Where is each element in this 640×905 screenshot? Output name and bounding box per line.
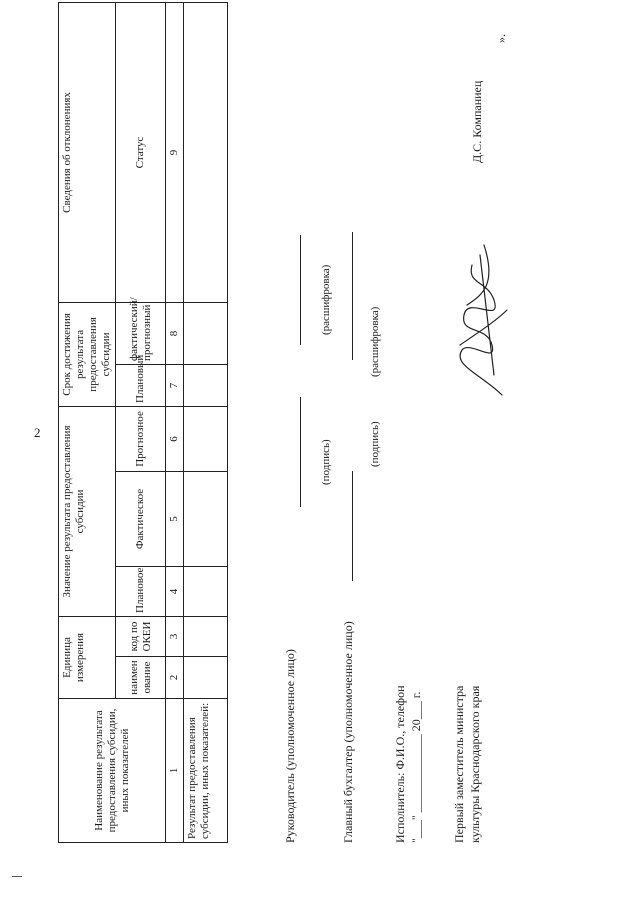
accountant-signature-line <box>352 471 353 581</box>
closing-quote: ». <box>494 34 508 43</box>
col-number-4: 4 <box>166 566 184 616</box>
header-unit-name: наимен ование <box>116 657 166 699</box>
cell-empty <box>184 657 228 699</box>
header-status: Статус <box>116 2 166 302</box>
head-decode-line <box>300 235 301 345</box>
accountant-signature-caption: (подпись) <box>369 421 381 467</box>
results-table <box>58 2 228 843</box>
header-result-name: Наименование результата предоставления субсидии, иных показателей <box>59 699 166 843</box>
signer-name: Д.С. Компаниец <box>470 80 484 163</box>
minister-title-line1: Первый заместитель министра <box>452 685 466 843</box>
cell-empty <box>184 566 228 616</box>
col-number-6: 6 <box>166 406 184 471</box>
cell-empty <box>184 2 228 302</box>
cell-empty <box>184 406 228 471</box>
accountant-label: Главный бухгалтер (уполномоченное лицо) <box>341 621 355 843</box>
header-term: Срок достижения результата предоставления субсидии <box>59 302 116 406</box>
header-value-actual: Фактическое <box>116 471 166 566</box>
col-number-1: 1 <box>166 699 184 843</box>
header-term-actual: фактический/ прогнозный <box>116 302 166 364</box>
cell-empty <box>184 364 228 406</box>
head-signature-caption: (подпись) <box>320 439 332 485</box>
accountant-decode-line <box>352 232 353 360</box>
header-value: Значение результата предоставления субсидии <box>59 406 116 616</box>
col-number-2: 2 <box>166 657 184 699</box>
col-number-3: 3 <box>166 616 184 656</box>
cell-empty <box>184 471 228 566</box>
header-value-forecast: Прогнозное <box>116 406 166 471</box>
col-number-5: 5 <box>166 471 184 566</box>
head-decode-caption: (расшифровка) <box>320 264 332 335</box>
page-number: 2 <box>34 425 41 440</box>
col-number-9: 9 <box>166 2 184 302</box>
head-label: Руководитель (уполномоченное лицо) <box>283 649 297 843</box>
cell-empty <box>184 616 228 656</box>
header-unit: Единица измерения <box>59 616 116 698</box>
head-signature-line <box>300 397 301 507</box>
header-term-planned: Плановый <box>116 364 166 406</box>
minister-title-line2: культуры Краснодарского края <box>468 685 482 843</box>
cell-empty <box>184 302 228 364</box>
row-result-label: Результат предоставления субсидии, иных показателей: <box>184 699 228 843</box>
executor-label: Исполнитель: Ф.И.О., телефон <box>393 685 407 843</box>
col-number-8: 8 <box>166 302 184 364</box>
handwritten-signature <box>442 235 522 405</box>
header-value-planned: Плановое <box>116 566 166 616</box>
date-line: "___" _____________ 20___ г. <box>409 691 423 843</box>
header-unit-code: код по ОКЕИ <box>116 616 166 656</box>
header-deviation: Сведения об отклонениях <box>59 2 116 302</box>
col-number-7: 7 <box>166 364 184 406</box>
accountant-decode-caption: (расшифровка) <box>369 306 381 377</box>
